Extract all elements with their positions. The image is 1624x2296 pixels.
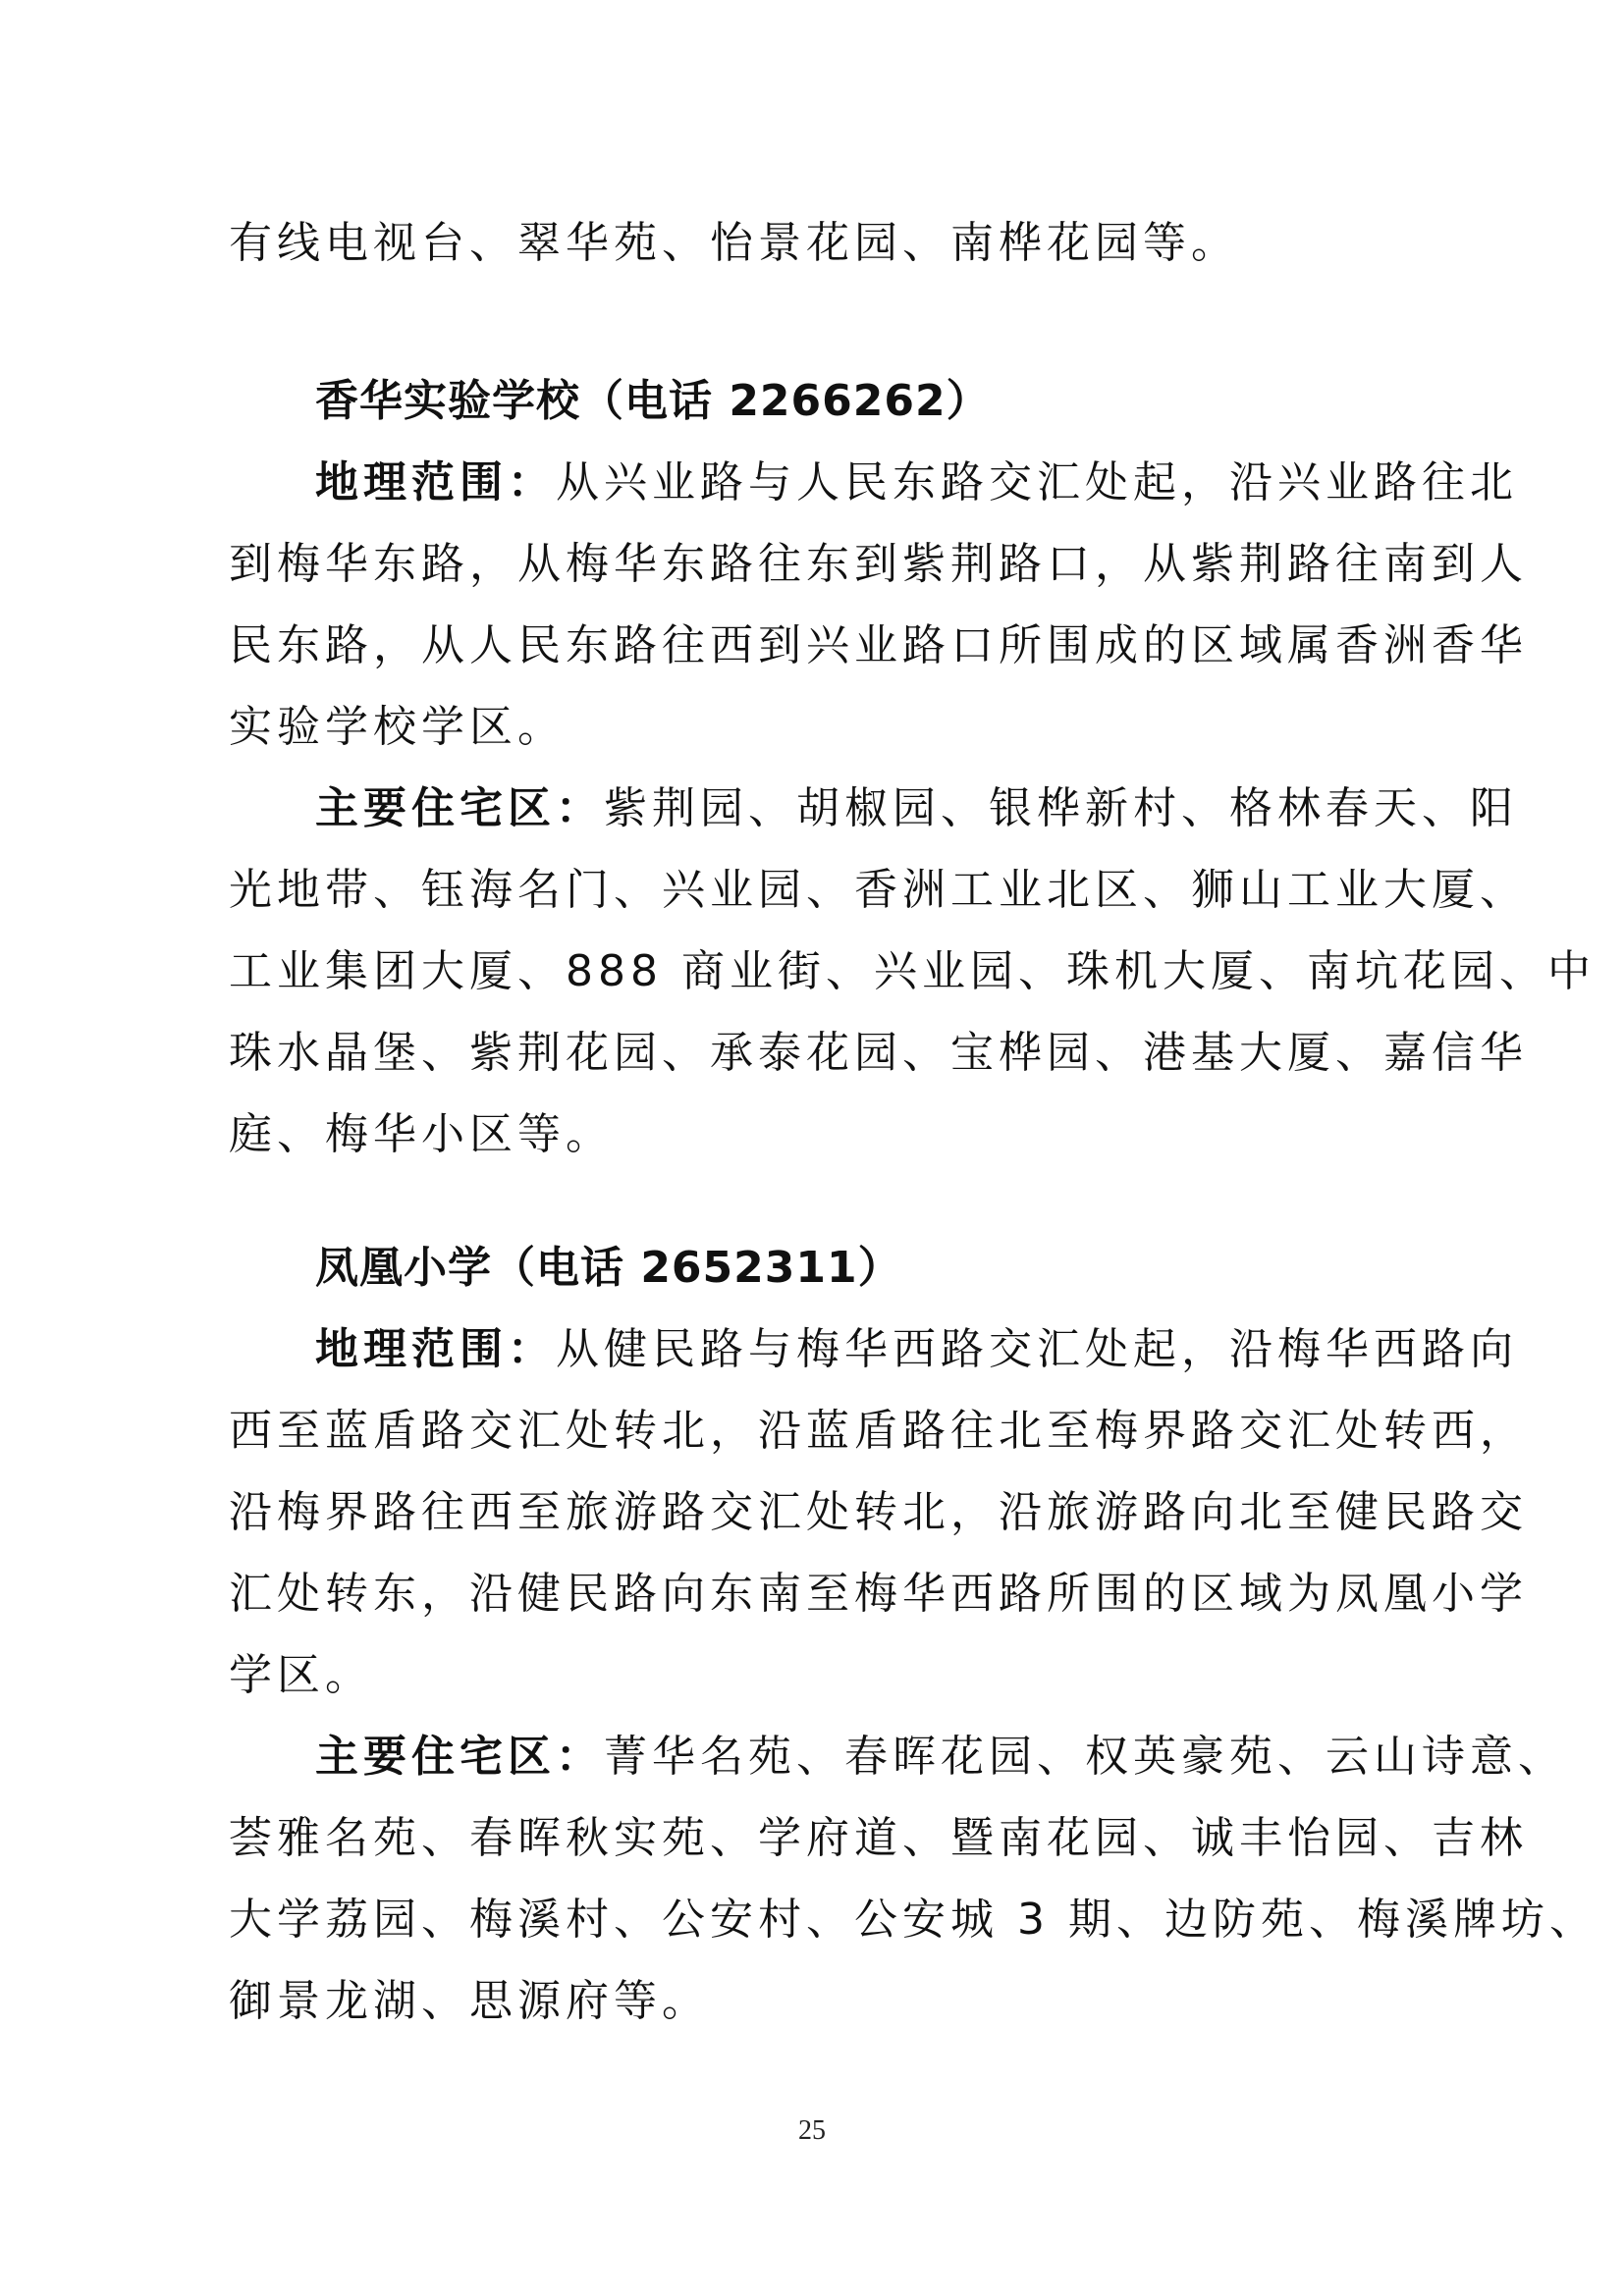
range-line: 学区。 — [229, 1650, 373, 1700]
residence-paragraph-first-line — [315, 779, 1518, 838]
residence-line: 珠水晶堡、紫荆花园、承泰花园、宝桦园、港基大厦、嘉信华 — [229, 1028, 1528, 1078]
range-paragraph-first-line — [315, 454, 1518, 512]
range-text: 从健民路与梅华西路交汇处起，沿梅华西路向 — [556, 1324, 1518, 1374]
range-line: 到梅华东路，从梅华东路往东到紫荆路口，从紫荆路往南到人 — [229, 539, 1528, 589]
range-line: 汇处转东，沿健民路向东南至梅华西路所围的区域为凤凰小学 — [229, 1569, 1528, 1619]
page-number: 25 — [798, 2115, 826, 2146]
residence-text: 菁华名苑、春晖花园、权英豪苑、云山诗意、 — [604, 1732, 1566, 1782]
residence-line: 工业集团大厦、888 商业街、兴业园、珠机大厦、南坑花园、中 — [229, 946, 1596, 996]
range-label: 地理范围： — [315, 1324, 556, 1374]
intro-line: 有线电视台、翠华苑、怡景花园、南桦花园等。 — [229, 218, 1239, 268]
residence-line: 大学荔园、梅溪村、公安村、公安城 3 期、边防苑、梅溪牌坊、 — [229, 1895, 1597, 1945]
residence-line: 庭、梅华小区等。 — [229, 1109, 614, 1159]
range-line: 西至蓝盾路交汇处转北，沿蓝盾路往北至梅界路交汇处转西， — [229, 1406, 1528, 1456]
residence-label: 主要住宅区： — [315, 783, 604, 833]
section-heading: 香华实验学校（电话 2266262） — [315, 376, 991, 426]
range-line: 沿梅界路往西至旅游路交汇处转北，沿旅游路向北至健民路交 — [229, 1487, 1528, 1537]
residence-line: 御景龙湖、思源府等。 — [229, 1976, 710, 2026]
section-heading: 凤凰小学（电话 2652311） — [315, 1243, 902, 1293]
residence-paragraph-first-line — [315, 1728, 1566, 1787]
range-label: 地理范围： — [315, 457, 556, 507]
residence-line: 荟雅名苑、春晖秋实苑、学府道、暨南花园、诚丰怡园、吉林 — [229, 1813, 1528, 1863]
residence-label: 主要住宅区： — [315, 1732, 604, 1782]
range-line: 实验学校学区。 — [229, 702, 566, 752]
range-line: 民东路，从人民东路往西到兴业路口所围成的区域属香洲香华 — [229, 620, 1528, 670]
residence-line: 光地带、钰海名门、兴业园、香洲工业北区、狮山工业大厦、 — [229, 865, 1528, 915]
range-text: 从兴业路与人民东路交汇处起，沿兴业路往北 — [556, 457, 1518, 507]
residence-text: 紫荆园、胡椒园、银桦新村、格林春天、阳 — [604, 783, 1518, 833]
range-paragraph-first-line — [315, 1320, 1518, 1379]
